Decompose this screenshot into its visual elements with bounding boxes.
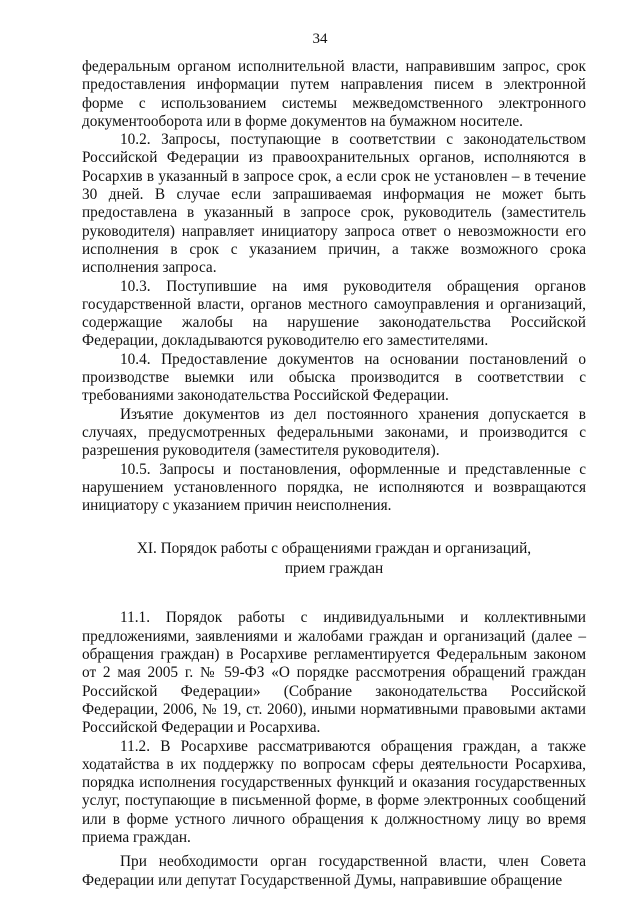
paragraph-10-2: 10.2. Запросы, поступающие в соответствии с законодательством Российской Федерации из правоохранительных органов, исполняются в Росархив в указанный в запросе срок, а если срок не установлен – в течение 30 дней. В случае если запрашиваемая информация не может быть предоставлена в указанный в запросе срок, руководитель (заместитель руководителя) направляет инициатору запроса ответ о невозможности его исполнения в срок с указанием причин, а также возможного срока исполнения запроса.	[82, 131, 586, 277]
paragraph-continuation: федеральным органом исполнительной власти, направившим запрос, срок предоставления информации путем направления писем в электронной форме с использованием системы межведомственного электронного документооборота или в форме документов на бумажном носителе.	[82, 58, 586, 130]
section-heading-line-1: XI. Порядок работы с обращениями граждан и организаций,	[136, 540, 532, 558]
paragraph-11-2-continuation: При необходимости орган государственной власти, член Совета Федерации или депутат Государственной Думы, направившие обращение	[82, 853, 586, 889]
section-heading-line-2: прием граждан	[284, 560, 384, 578]
paragraph-11-1: 11.1. Порядок работы с индивидуальными и коллективными предложениями, заявлениями и жалобами граждан и организаций (далее – обращения граждан) в Росархиве регламентируется Федеральным законом от 2 мая 2005 г. № 59-ФЗ «О порядке рассмотрения обращений граждан Российской Федерации» (Собрание законодательства Российской Федерации, 2006, № 19, ст. 2060), иными нормативными правовыми актами Российской Федерации и Росархива.	[82, 609, 586, 737]
document-body	[82, 58, 586, 890]
section-heading-xi	[82, 539, 586, 579]
paragraph-10-4: 10.4. Предоставление документов на основании постановлений о производстве выемки или обыска производится в соответствии с требованиями законодательства Российской Федерации.	[82, 350, 586, 405]
paragraph-11-2: 11.2. В Росархиве рассматриваются обращения граждан, а также ходатайства в их поддержку по вопросам сферы деятельности Росархива, порядка исполнения государственных функций и оказания государственных услуг, поступающие в письменной форме, в форме электронных сообщений или в форме устного личного обращения к должностному лицу во время приема граждан.	[82, 737, 586, 846]
paragraph-10-4-seizure: Изъятие документов из дел постоянного хранения допускается в случаях, предусмотренных федеральными законами, и производится с разрешения руководителя (заместителя руководителя).	[82, 405, 586, 460]
page-number: 34	[312, 31, 328, 47]
paragraph-10-5: 10.5. Запросы и постановления, оформленные и представленные с нарушением установленного порядка, не исполняются и возвращаются инициатору с указанием причин неисполнения.	[82, 460, 586, 515]
paragraph-10-3: 10.3. Поступившие на имя руководителя обращения органов государственной власти, органов местного самоуправления и организаций, содержащие жалобы на нарушение законодательства Российской Федерации, докладываются руководителю его заместителями.	[82, 277, 586, 350]
